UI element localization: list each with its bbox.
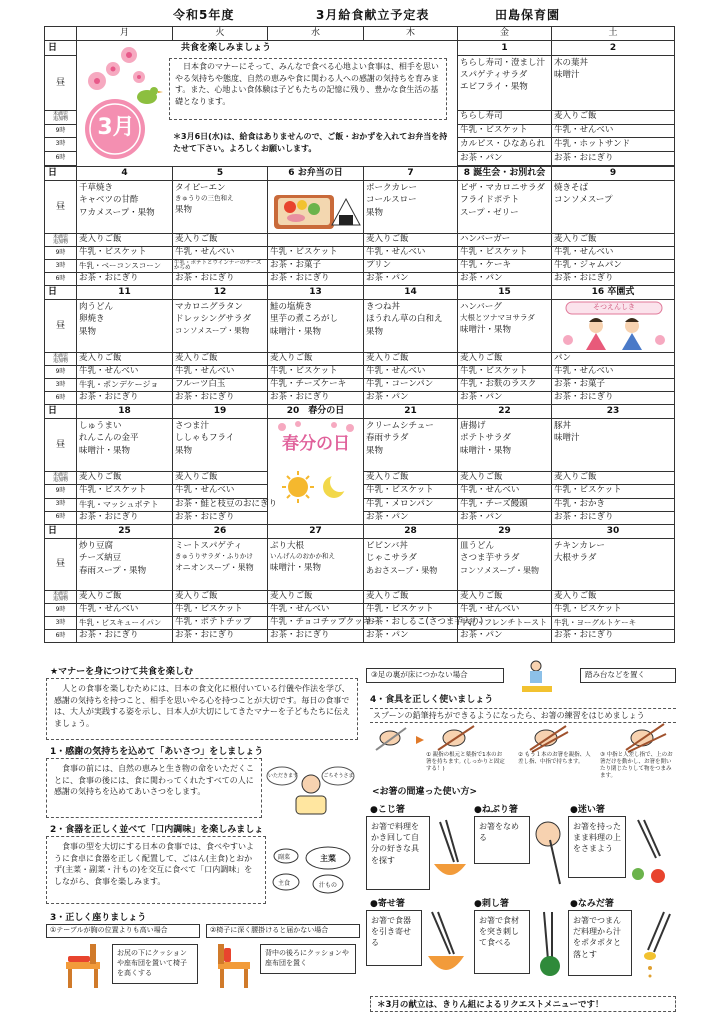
row-label-3: 3時 bbox=[45, 138, 77, 152]
snack-9-row: 9時 牛乳・ビスケット 牛乳・せんべい 牛乳・ビスケット 牛乳・せんべい 牛乳・ビスケット bbox=[45, 485, 675, 498]
sitting-tip-1: お尻の下にクッションや座布団を置いて椅子を高くする bbox=[112, 944, 198, 984]
extra-cell: 麦入りご飯 bbox=[552, 110, 675, 124]
section-2-title: 2・食器を正しく並べて「口内調味」を楽しみましょ bbox=[50, 825, 264, 835]
chopstick-hand-icon bbox=[626, 724, 666, 752]
section-1-body: 食事の前には、自然の恵みと生き物の命をいただくことに、食事の後には、食に関わってくれたすべての人に感謝の気持ちを込めてあいさつをします。 bbox=[46, 758, 262, 818]
weekday: 火 bbox=[173, 27, 268, 41]
snack-9-row: 9時 牛乳・せんべい 牛乳・せんべい 牛乳・ビスケット 牛乳・せんべい 牛乳・ビスケット 牛乳・せんべい bbox=[45, 366, 675, 379]
stabbing-chopsticks-icon bbox=[532, 910, 566, 990]
section-3-title: 3・正しく座りましょう bbox=[50, 913, 147, 923]
section-4-subtitle: スプーンの鉛筆持ちができるようになったら、お箸の練習をはじめましょう bbox=[370, 708, 676, 723]
bento-notice: ＊3月6日(水)は、給食はありませんので、ご飯・おかずを入れてお弁当を持たせて下さい。よろしくお願いします。 bbox=[173, 132, 448, 153]
arrow-right-icon bbox=[416, 736, 424, 744]
chopstick-hand-icon bbox=[530, 726, 568, 752]
footstool-icon bbox=[522, 686, 552, 692]
bento-illustration bbox=[268, 181, 364, 234]
dragging-bowl-icon bbox=[424, 910, 468, 990]
bird-icon bbox=[137, 87, 163, 104]
fiscal-year: 令和5年度 bbox=[173, 8, 235, 22]
snack-cell: カルピス・ひなあられ bbox=[458, 138, 552, 152]
extra-row: 未満児 追加物 麦入りご飯 麦入りご飯 麦入りご飯 麦入りご飯 麦入りご飯 bbox=[45, 472, 675, 485]
lunch-row: 昼 肉うどん 卵焼き 果物 マカロニグラタン ドレッシングサラダ コンソメスープ・果物 鮭の塩焼き 里芋の煮ころがし 味噌汁・果物 きつね丼 ほうれん草の白和え 果物 ハンバーグ 大根とツナマヨサラダ 味噌汁・果物 そつえんしき bbox=[45, 300, 675, 353]
section-2-body: 食事の型を大切にする日本の食事では、食べやすいように食卓に食器を正しく配置して、ごはん(主食)とおかず(主菜・副菜・汁もの)を交互に食べて「口内調味」をしながら、食事を楽しみます。 bbox=[46, 836, 266, 904]
lunch-cell: ちらし寿司・澄まし汁 スパゲティサラダ エビフライ・果物 bbox=[458, 55, 552, 110]
chair-back-illustration bbox=[214, 940, 256, 990]
spoon-hand-icon bbox=[376, 728, 406, 750]
section-1-title: 1・感謝の気持ちを込めて「あいさつ」をしましょう bbox=[50, 747, 264, 757]
lunch-cell: ポークカレー コールスロー 果物 bbox=[364, 181, 458, 234]
snack-3-row: 3時 牛乳・マッシュポテト お茶・鮭と枝豆のおにぎり 牛乳・メロンパン 牛乳・チーズ饅頭 牛乳・おかき bbox=[45, 498, 675, 511]
notice-title: 共食を楽しみましょう bbox=[181, 43, 272, 53]
chair-cushion-illustration bbox=[60, 940, 108, 990]
greeting-illustration bbox=[266, 760, 356, 818]
row-label-9: 9時 bbox=[45, 124, 77, 138]
snack-cell: 牛乳・せんべい bbox=[552, 124, 675, 138]
date-row bbox=[45, 41, 675, 56]
wrong-item-text: お箸で料理をかき回して自分の好きな具を探す bbox=[366, 816, 430, 890]
weekday: 水 bbox=[268, 27, 364, 41]
cherry-blossom-icon bbox=[278, 421, 354, 432]
sitting-case-2: ②椅子に深く腰掛けると届かない場合 bbox=[206, 924, 360, 938]
date-row: 日 4 5 6 お弁当の日 7 8 誕生会・お別れ会 9 bbox=[45, 167, 675, 181]
date-cell: 8 誕生会・お別れ会 bbox=[458, 167, 552, 181]
mouth-chopsticks-icon bbox=[532, 818, 564, 888]
sitting-case-3: ③足の裏が床につかない場合 bbox=[366, 668, 504, 683]
snack-6-row: 6時 お茶・おにぎり お茶・おにぎり お茶・おにぎり お茶・パン お茶・パン お茶・おにぎり bbox=[45, 273, 675, 286]
weekday-header bbox=[45, 27, 675, 41]
extra-row: 未満児 追加物 麦入りご飯 麦入りご飯 麦入りご飯 麦入りご飯 麦入りご飯 麦入りご飯 bbox=[45, 591, 675, 604]
extra-row: 未満児 追加物 麦入りご飯 麦入りご飯 麦入りご飯 ハンバーガー 麦入りご飯 bbox=[45, 234, 675, 247]
section-4-title: 4・食具を正しく使いましょう bbox=[370, 695, 494, 705]
bubble-itadakimasu: いただきます bbox=[268, 773, 299, 779]
snack-9-row: 9時 牛乳・ビスケット 牛乳・せんべい 牛乳・ビスケット 牛乳・せんべい 牛乳・ビスケット 牛乳・せんべい bbox=[45, 247, 675, 260]
date-cell: 4 bbox=[77, 167, 173, 181]
lunch-cell: 焼きそば コンソメスープ bbox=[552, 181, 675, 234]
weekday: 金 bbox=[458, 27, 552, 41]
snack-6-row: 6時 お茶・おにぎり お茶・おにぎり お茶・おにぎり お茶・パン お茶・パン お茶・おにぎり bbox=[45, 630, 675, 643]
snack-3-row: 3時 牛乳・ビスキューイパン 牛乳・ポテトチップ 牛乳・チョコチップクッキー お茶・おしるこ(さつま芋入り) 牛乳・フレンチトースト 牛乳・ヨーグルトケーキ bbox=[45, 617, 675, 630]
moon-icon bbox=[323, 472, 350, 498]
lunch-row: 昼 炒り豆腐 チーズ納豆 春雨スープ・果物 ミートスパゲティ きゅうりサラダ・ふりかけ オニオンスープ・果物 ぶり大根 いんげんのおかか和え 味噌汁・果物 ビビンバ丼 じゃこサラダ あおさスープ・果物 皿うどん さつま芋サラダ コンソメスープ・果物 チキンカレー 大根サラダ bbox=[45, 539, 675, 591]
weekday: 月 bbox=[77, 27, 173, 41]
row-label-day: 日 bbox=[45, 41, 77, 56]
snack-cell: お茶・パン bbox=[458, 152, 552, 166]
snack-cell: お茶・おにぎり bbox=[552, 152, 675, 166]
hovering-chopsticks-icon bbox=[628, 818, 674, 888]
lunch-cell: ピザ・マカロニサラダ フライドポテト スープ・ゼリー bbox=[458, 181, 552, 234]
holiday-label: 春分の日 bbox=[282, 434, 350, 454]
page-title: 3月給食献立予定表 bbox=[316, 8, 430, 22]
row-label-lunch: 昼 bbox=[45, 55, 77, 110]
table-setting-illustration: 副菜 主菜 主食 汁もの bbox=[270, 840, 358, 900]
menu-calendar bbox=[44, 26, 675, 643]
spring-equinox-illustration bbox=[268, 419, 364, 525]
month-art bbox=[77, 41, 165, 165]
flower-icon bbox=[563, 335, 665, 345]
month-badge: 3月 bbox=[97, 115, 135, 140]
row-label-6: 6時 bbox=[45, 152, 77, 166]
manners-intro: 人との食事を楽しむためには、日本の食文化に根付いている行儀や作法を学び、感謝の気持ちを持つこと、相手を思いやる心を持つことが大切です。毎日の食事では、大人が実践する姿を示し、日本人が大切にしてきたマナーを子どもたちに伝えましょう。 bbox=[46, 678, 358, 740]
sitting-case-1: ①テーブルが胸の位置よりも高い場合 bbox=[46, 924, 200, 938]
snack-6-row: 6時 お茶・おにぎり お茶・おにぎり お茶・おにぎり お茶・パン お茶・パン お茶・おにぎり bbox=[45, 392, 675, 405]
chopstick-step-2: ② もう１本のお箸を親指、人差し指、中指で持ちます。 bbox=[518, 752, 591, 765]
lunch-cell: 千草焼き キャベツの甘酢 ワカメスープ・果物 bbox=[77, 181, 173, 234]
date-row: 日 18 19 20 春分の日 21 22 23 bbox=[45, 405, 675, 419]
notice-panel bbox=[77, 41, 458, 167]
wrong-item-name: ●こじ箸 bbox=[370, 805, 405, 815]
lunch-cell: タイピーエン きゅうりの三色和え 果物 bbox=[173, 181, 268, 234]
extra-cell: ちらし寿司 bbox=[458, 110, 552, 124]
date-cell: 1 bbox=[458, 41, 552, 56]
sun-icon bbox=[282, 471, 314, 503]
child-icon bbox=[530, 661, 542, 683]
manners-title: ★マナーを身につけて共食を楽しむ bbox=[50, 667, 193, 677]
bento-box-icon bbox=[274, 195, 334, 229]
rice-ball-icon bbox=[332, 199, 360, 225]
weekday: 土 bbox=[552, 27, 675, 41]
dripping-chopsticks-icon bbox=[634, 910, 674, 990]
notice-body: 日本食のマナーにそって、みんなで食べる心地よい食事は、相手を思いやる気持ちや態度、自然の恵みや食に関わる人への感謝の気持ちを育みます。また、心地よい食体験は子どもたちの記憶に残り、豊かな食生活の基礎となります。 bbox=[169, 58, 447, 120]
snack-6-row: 6時 お茶・おにぎり お茶・おにぎり お茶・パン お茶・パン お茶・おにぎり bbox=[45, 511, 675, 524]
extra-row: 未満児 追加物 麦入りご飯 麦入りご飯 麦入りご飯 麦入りご飯 麦入りご飯 パン bbox=[45, 353, 675, 366]
child-eating-icon bbox=[296, 775, 326, 814]
weekday: 木 bbox=[364, 27, 458, 41]
school-name: 田島保育園 bbox=[495, 8, 561, 22]
bowl-chopsticks-icon bbox=[432, 818, 468, 888]
chopstick-steps-illustration bbox=[370, 722, 676, 780]
bubble-gochisousama: ごちそうさま bbox=[323, 773, 354, 779]
graduation-banner: そつえんしき bbox=[593, 303, 635, 311]
request-menu-note: ＊3月の献立は、きりん組によるリクエストメニューです！ bbox=[370, 996, 676, 1012]
snack-9-row: 9時 牛乳・せんべい 牛乳・ビスケット 牛乳・せんべい 牛乳・ビスケット 牛乳・せんべい 牛乳・ビスケット bbox=[45, 604, 675, 617]
plum-blossom-icon bbox=[88, 47, 145, 90]
sitting-tip-3: 踏み台などを置く bbox=[580, 668, 676, 683]
footrest-illustration bbox=[510, 660, 560, 694]
child-icon bbox=[586, 318, 606, 350]
snack-cell: 牛乳・ホットサンド bbox=[552, 138, 675, 152]
snack-cell: 牛乳・ビスケット bbox=[458, 124, 552, 138]
chopstick-step-3: ③ 中指と人差し指で、上のお箸だけを動かし、お箸を開いたり閉じたりして物をつまみます。 bbox=[600, 752, 673, 779]
chopstick-step-1: ① 親指の根元と薬指で1本のお箸を持ちます。(しっかりと固定する！) bbox=[426, 752, 505, 772]
snack-3-row: 3時 牛乳・ベーコンスコーン 牛乳・ポテトとウインナーのチーズからめ お茶・お菓子 プリン 牛乳・ケーキ 牛乳・ジャムパン bbox=[45, 260, 675, 273]
child-icon bbox=[622, 318, 642, 350]
date-cell: 2 bbox=[552, 41, 675, 56]
date-cell: 6 お弁当の日 bbox=[268, 167, 364, 181]
sitting-tip-2: 背中の後ろにクッションや座布団を置く bbox=[260, 944, 356, 974]
wrong-chopsticks-title: <お箸の間違った使い方> bbox=[372, 787, 478, 797]
chair-icon bbox=[214, 940, 256, 990]
date-row: 日 25 26 27 28 29 30 bbox=[45, 525, 675, 539]
chopstick-hand-icon bbox=[438, 726, 474, 750]
lunch-cell: 木の葉丼 味噌汁 bbox=[552, 55, 675, 110]
snack-3-row: 3時 牛乳・ポンデケージョ フルーツ白玉 牛乳・チーズケーキ 牛乳・コーンパン 牛乳・お麩のラスク お茶・お菓子 bbox=[45, 379, 675, 392]
date-cell: 7 bbox=[364, 167, 458, 181]
row-label-extra: 未満児 追加物 bbox=[45, 110, 77, 124]
date-cell: 5 bbox=[173, 167, 268, 181]
date-row: 日 11 12 13 14 15 16 卒園式 bbox=[45, 286, 675, 300]
lunch-row: 昼 しゅうまい れんこんの金平 味噌汁・果物 さつま汁 ししゃもフライ 果物 春分の日 クリームシチュー 春雨サラダ 果物 唐揚げ ポテトサラダ 味噌汁・果物 豚丼 味噌汁 bbox=[45, 419, 675, 472]
wrong-item-art bbox=[432, 818, 468, 888]
chair-icon bbox=[60, 940, 108, 990]
wrong-chopsticks-grid: ●こじ箸 お箸で料理をかき回して自分の好きな具を探す ●ねぶり箸 お箸をなめる ●迷い箸 お箸を持ったまま料理の上をさまよう ●寄せ箸 お箸で食器を引き寄せる ●刺し箸 お箸で食材を突き刺して食べる ●なみだ箸 お箸でつまんだ料理から汁をポタポタと落とす bbox=[366, 800, 676, 996]
graduation-illustration bbox=[552, 300, 675, 353]
date-cell: 9 bbox=[552, 167, 675, 181]
lunch-row: 昼 千草焼き キャベツの甘酢 ワカメスープ・果物 タイピーエン きゅうりの三色和え 果物 ポークカレー コールスロー 果物 ピザ・マカロニサラダ フライドポテト スープ・ゼリー 焼きそば コンソメスープ bbox=[45, 181, 675, 234]
